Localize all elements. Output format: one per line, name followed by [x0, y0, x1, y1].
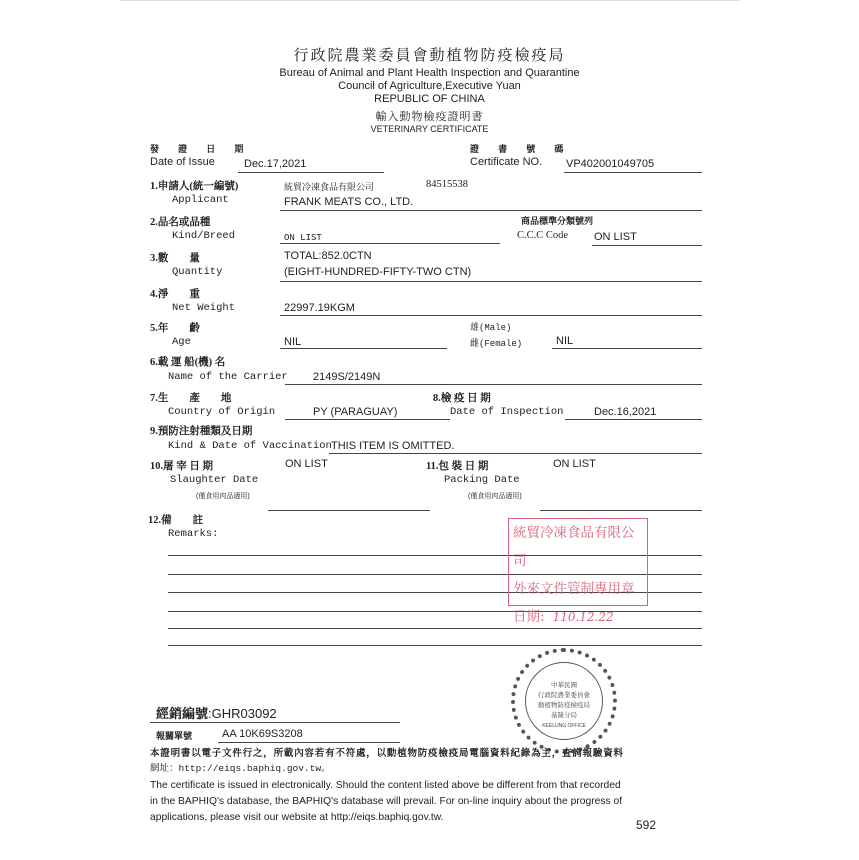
vaccination-label-zh: 9.預防注射種類及日期 — [150, 426, 253, 437]
notice-en-2: in the BAPHIQ's database, the BAPHIQ's database will prevail. For on-line inquiry about the progress of — [150, 796, 623, 807]
cert-label: Certificate NO. — [470, 156, 543, 168]
male-label: 雄(Male) — [470, 323, 512, 333]
age-value: NIL — [284, 336, 302, 348]
company-receipt-stamp — [508, 518, 648, 625]
notice-en-1: The certificate is issued in electronically. Should the content listed above be different from that recorded — [150, 780, 621, 791]
age-label: Age — [172, 336, 191, 348]
issue-date: Dec.17,2021 — [244, 158, 307, 170]
applicant-name-en: FRANK MEATS CO., LTD. — [284, 196, 414, 208]
sex-value: NIL — [556, 335, 574, 347]
female-label: 雌(Female) — [470, 339, 523, 349]
dealer-row — [156, 703, 277, 722]
ccc-underline — [592, 245, 702, 246]
seal-line-1: 中華民國 — [551, 682, 577, 689]
kind-value: ON LIST — [284, 233, 322, 243]
packing-note: (僅食用肉品適用) — [468, 493, 522, 500]
carrier-label-zh: 6.載 運 船(機) 名 — [150, 357, 226, 368]
notice-zh-1: 本證明書以電子文件行之，所載內容若有不符處，以動植物防疫檢疫局電腦資料紀錄為主，查詢報驗資料 — [150, 749, 624, 759]
carrier-label: Name of the Carrier — [168, 371, 288, 383]
origin-label: Country of Origin — [168, 406, 276, 418]
stamp-company: 統貿冷凍食品有限公司 — [513, 525, 635, 569]
packing-label-zh: 11.包 裝 日 期 — [426, 461, 489, 472]
seal-ring-text: KEELUNG OFFICE — [542, 723, 586, 729]
quantity-words: (EIGHT-HUNDRED-FIFTY-TWO CTN) — [284, 266, 472, 278]
issue-label: Date of Issue — [150, 156, 215, 168]
age-label-zh: 5.年 齡 — [150, 323, 200, 334]
seal-line-2: 行政院農業委員會 — [538, 692, 590, 699]
notice-en-3: applications, please visit our website at http://eiqs.baphiq.gov.tw. — [150, 812, 444, 823]
stamp-date-value: 110.12.22 — [552, 610, 614, 624]
seal-line-3: 動植物防疫檢疫局 — [538, 702, 590, 709]
slaughter-note: (僅食用肉品適用) — [196, 493, 250, 500]
official-seal — [511, 648, 617, 754]
dealer-value: :GHR03092 — [208, 706, 277, 721]
vaccination-label: Kind & Date of Vaccination — [168, 440, 332, 452]
origin-value: PY (PARAGUAY) — [313, 406, 398, 418]
seal-inner — [525, 662, 603, 740]
quantity-label: Quantity — [172, 266, 223, 278]
kind-label: Kind/Breed — [172, 230, 236, 242]
stamp-date-row — [513, 603, 647, 631]
inspection-date: Dec.16,2021 — [594, 406, 657, 418]
applicant-label: Applicant — [172, 194, 229, 206]
dealer-underline — [150, 722, 400, 723]
origin-label-zh: 7.生 產 地 — [150, 393, 232, 404]
kind-label-zh: 2.品名或品種 — [150, 217, 211, 228]
weight-value: 22997.19KGM — [284, 302, 355, 314]
applicant-underline — [280, 210, 702, 211]
inspection-underline — [565, 419, 702, 420]
customs-label: 報關單號 — [156, 731, 193, 741]
carrier-underline — [285, 384, 702, 385]
quantity-total: TOTAL:852.0CTN — [284, 250, 372, 262]
ccc-label-zh: 商品標準分類號列 — [521, 216, 594, 226]
weight-underline — [280, 315, 702, 316]
ccc-value: ON LIST — [594, 231, 637, 243]
weight-label-zh: 4.淨 重 — [150, 289, 200, 300]
doc-title-zh: 輸入動物檢疫證明書 — [375, 110, 484, 123]
quantity-label-zh: 3.數 量 — [150, 253, 200, 264]
weight-label: Net Weight — [172, 302, 236, 314]
cert-number: VP402001049705 — [566, 158, 655, 170]
ccc-label: C.C.C Code — [517, 230, 569, 241]
agency-title-zh: 行政院農業委員會動植物防疫檢疫局 — [293, 46, 566, 64]
page-number: 592 — [636, 818, 657, 832]
inspection-label-zh: 8.檢 疫 日 期 — [433, 393, 491, 404]
quantity-underline — [280, 281, 702, 282]
kind-underline — [280, 243, 500, 244]
remarks-label-zh: 12.備 註 — [148, 515, 204, 526]
applicant-name-zh: 統貿冷凍食品有限公司 — [284, 182, 375, 192]
issue-underline — [238, 172, 384, 173]
slaughter-underline — [268, 510, 430, 511]
customs-value: AA 10K69S3208 — [222, 728, 303, 740]
slaughter-label: Slaughter Date — [170, 474, 259, 486]
slaughter-value: ON LIST — [285, 458, 328, 470]
packing-value: ON LIST — [553, 458, 596, 470]
customs-underline — [218, 742, 400, 743]
slaughter-label-zh: 10.屠 宰 日 期 — [150, 461, 213, 472]
cert-underline — [564, 172, 702, 173]
cert-label-zh: 證 書 號 碼 — [470, 145, 572, 155]
applicant-tax-id: 84515538 — [426, 179, 468, 190]
sex-underline — [552, 348, 702, 349]
packing-label: Packing Date — [444, 474, 520, 486]
inspection-label: Date of Inspection — [450, 406, 564, 418]
remarks-line-6 — [168, 645, 702, 646]
age-underline — [280, 348, 447, 349]
dealer-label: 經銷編號 — [156, 707, 209, 722]
stamp-purpose: 外來文件管制專用章 — [513, 581, 635, 597]
seal-line-4: 基隆分局 — [551, 712, 577, 719]
agency-title-en: Bureau of Animal and Plant Health Inspection and Quarantine — [279, 67, 580, 79]
vaccination-underline — [329, 453, 702, 454]
notice-zh-2: 網址：http://eiqs.baphiq.gov.tw。 — [150, 763, 331, 774]
issue-label-zh: 發 證 日 期 — [150, 145, 252, 155]
doc-title-en: VETERINARY CERTIFICATE — [370, 124, 489, 134]
stamp-date-label: 日期: — [513, 609, 545, 625]
council-title: Council of Agriculture,Executive Yuan — [338, 80, 521, 92]
remarks-label: Remarks: — [168, 528, 219, 540]
applicant-label-zh: 1.申請人(統一編號) — [150, 181, 239, 192]
packing-underline — [540, 510, 702, 511]
origin-underline — [285, 419, 450, 420]
country-title: REPUBLIC OF CHINA — [374, 93, 485, 105]
vaccination-value: THIS ITEM IS OMITTED. — [331, 440, 455, 452]
carrier-value: 2149S/2149N — [313, 371, 381, 383]
